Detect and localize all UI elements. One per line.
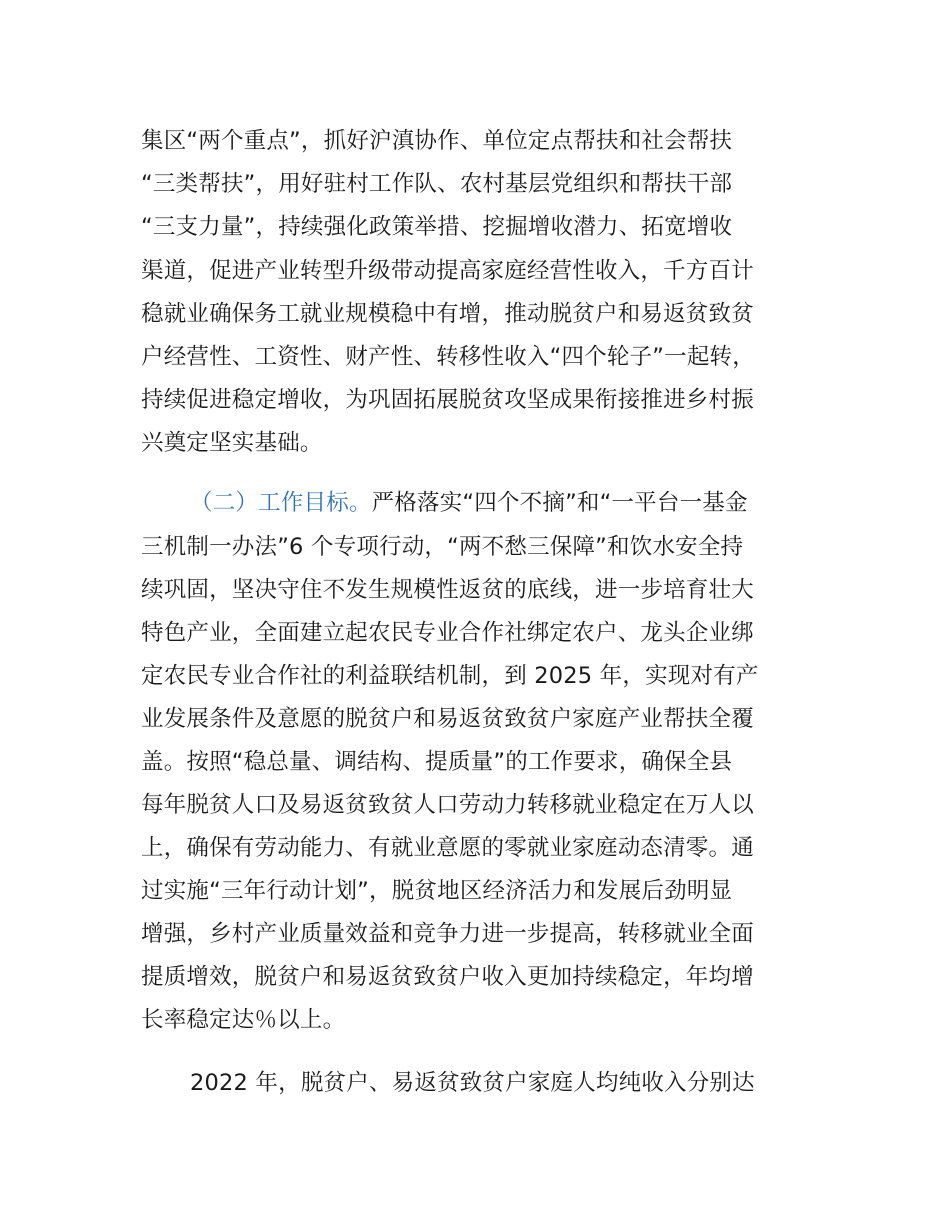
text-line: 特色产业，全面建立起农民专业合作社绑定农户、龙头企业绑 bbox=[141, 620, 754, 646]
text-line: 每年脱贫人口及易返贫致贫人口劳动力转移就业稳定在万人以 bbox=[141, 792, 754, 818]
text-line: “三类帮扶”，用好驻村工作队、农村基层党组织和帮扶干部 bbox=[141, 171, 733, 197]
text-line: 渠道，促进产业转型升级带动提高家庭经营性收入，千方百计 bbox=[141, 258, 754, 284]
text-line: 盖。按照“稳总量、调结构、提质量”的工作要求，确保全县 bbox=[141, 749, 733, 775]
section-heading: （二）工作目标。 bbox=[190, 490, 372, 516]
text-line: 持续促进稳定增收，为巩固拓展脱贫攻坚成果衔接推进乡村振 bbox=[141, 387, 754, 413]
text-line: 业发展条件及意愿的脱贫户和易返贫致贫户家庭产业帮扶全覆 bbox=[141, 706, 754, 732]
text-line: 稳就业确保务工就业规模稳中有增，推动脱贫户和易返贫致贫 bbox=[141, 301, 754, 327]
text-line: 三机制一办法”6 个专项行动，“两不愁三保障”和饮水安全持 bbox=[141, 534, 744, 560]
text-line: “三支力量”，持续强化政策举措、挖掘增收潜力、拓宽增收 bbox=[141, 214, 733, 240]
text-line: 集区“两个重点”，抓好沪滇协作、单位定点帮扶和社会帮扶 bbox=[141, 128, 733, 154]
text-line: 长率稳定达％以上。 bbox=[141, 1007, 346, 1033]
text-line bbox=[190, 483, 870, 523]
text-line: 兴奠定坚实基础。 bbox=[141, 430, 323, 456]
text-line: 过实施“三年行动计划”，脱贫地区经济活力和发展后劲明显 bbox=[141, 878, 733, 904]
text-line: 2022 年，脱贫户、易返贫致贫户家庭人均纯收入分别达 bbox=[190, 1070, 755, 1096]
text-line: 增强，乡村产业质量效益和竞争力进一步提高，转移就业全面 bbox=[141, 921, 754, 947]
text-line: 户经营性、工资性、财产性、转移性收入“四个轮子”一起转， bbox=[141, 344, 755, 370]
text-line: 续巩固，坚决守住不发生规模性返贫的底线，进一步培育壮大 bbox=[141, 577, 754, 603]
text-run: 严格落实“四个不摘”和“一平台一基金 bbox=[371, 490, 748, 516]
text-line: 上，确保有劳动能力、有就业意愿的零就业家庭动态清零。通 bbox=[141, 835, 754, 861]
text-line: 提质增效，脱贫户和易返贫致贫户收入更加持续稳定，年均增 bbox=[141, 964, 754, 990]
text-line: 定农民专业合作社的利益联结机制，到 2025 年，实现对有产 bbox=[141, 663, 759, 689]
